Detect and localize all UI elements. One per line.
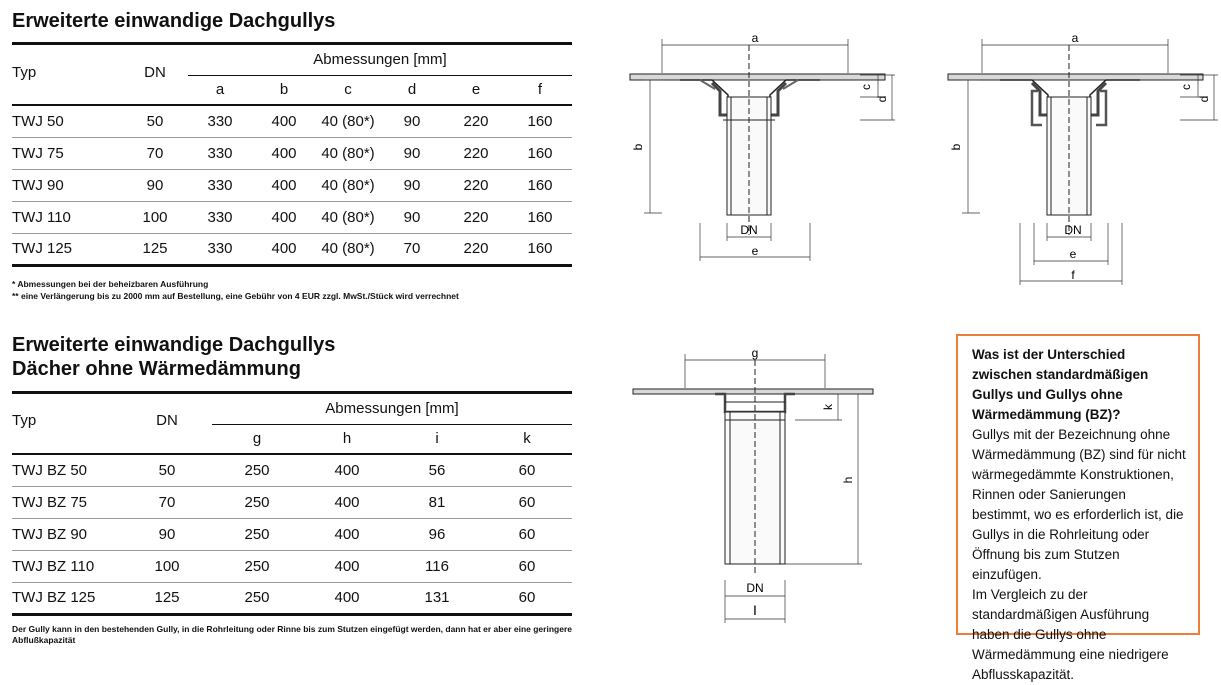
cell-e: 220 bbox=[463, 240, 489, 257]
cell-typ: TWJ BZ 125 bbox=[12, 589, 96, 606]
header-col-g: g bbox=[252, 430, 262, 448]
cell-dn: 90 bbox=[146, 176, 164, 194]
cell-h: 400 bbox=[334, 493, 360, 511]
gully-diagram-2 bbox=[940, 25, 1221, 290]
cell-typ: TWJ 50 bbox=[12, 112, 64, 130]
cell-a: 330 bbox=[207, 144, 233, 162]
cell-c: 40 (80*) bbox=[321, 240, 375, 257]
cell-d: 90 bbox=[403, 176, 421, 194]
cell-typ: TWJ BZ 50 bbox=[12, 461, 88, 479]
dim-label-e: e bbox=[751, 244, 759, 258]
table-row bbox=[12, 137, 572, 169]
cell-g: 250 bbox=[244, 525, 270, 543]
gully-diagram-1 bbox=[620, 25, 900, 270]
dim-label-dn: DN bbox=[740, 223, 758, 237]
dim-label-g: g bbox=[751, 346, 759, 360]
cell-typ: TWJ 125 bbox=[12, 240, 73, 257]
cell-dn: 50 bbox=[146, 112, 164, 130]
dim-label-d: d bbox=[1197, 95, 1211, 103]
header-col-e: e bbox=[471, 81, 481, 99]
cell-h: 400 bbox=[334, 589, 360, 606]
cell-typ: TWJ 110 bbox=[12, 208, 71, 226]
cell-i: 96 bbox=[428, 525, 446, 543]
section1-title: Erweiterte einwandige Dachgullys bbox=[12, 10, 336, 32]
dim-label-dn: DN bbox=[746, 581, 764, 595]
cell-i: 56 bbox=[428, 461, 446, 479]
cell-h: 400 bbox=[334, 525, 360, 543]
header-typ: Typ bbox=[12, 412, 37, 429]
table-row bbox=[12, 550, 572, 582]
section2-table bbox=[12, 394, 572, 616]
section2-footnote: Der Gully kann in den bestehenden Gully, in die Rohrleitung oder Rinne bis zum Stutzen eingefügt werden, dann hat er aber eine geringere Abflußkapazität bbox=[12, 624, 572, 645]
cell-g: 250 bbox=[244, 461, 270, 479]
cell-k: 60 bbox=[518, 461, 536, 479]
footnote-2: ** eine Verlängerung bis zu 2000 mm auf Bestellung, eine Gebühr von 4 EUR zzgl. MwSt./Stück wird verrechnet bbox=[12, 291, 459, 301]
table-row bbox=[12, 486, 572, 518]
dim-label-c: c bbox=[859, 84, 873, 90]
cell-b: 400 bbox=[271, 176, 297, 194]
cell-b: 400 bbox=[271, 240, 297, 257]
dim-label-b: b bbox=[949, 143, 963, 151]
cell-i: 81 bbox=[428, 493, 446, 511]
cell-e: 220 bbox=[463, 176, 489, 194]
cell-dn: 125 bbox=[142, 240, 168, 257]
header-abmessungen: Abmessungen [mm] bbox=[212, 394, 572, 424]
table-row bbox=[12, 169, 572, 201]
cell-h: 400 bbox=[334, 461, 360, 479]
table-row bbox=[12, 233, 572, 265]
cell-k: 60 bbox=[518, 493, 536, 511]
cell-k: 60 bbox=[518, 525, 536, 543]
cell-a: 330 bbox=[207, 112, 233, 130]
dim-label-a: a bbox=[1071, 31, 1079, 45]
header-dn: DN bbox=[144, 64, 166, 81]
cell-k: 60 bbox=[518, 557, 536, 575]
cell-f: 160 bbox=[527, 112, 553, 130]
cell-b: 400 bbox=[271, 112, 297, 130]
cell-dn: 125 bbox=[154, 589, 180, 606]
section2-title-line2: Dächer ohne Wärmedämmung bbox=[12, 358, 301, 380]
dim-label-b: b bbox=[631, 143, 645, 151]
header-col-f: f bbox=[537, 81, 543, 99]
table-row bbox=[12, 201, 572, 233]
section1-table bbox=[12, 45, 572, 267]
cell-typ: TWJ 90 bbox=[12, 176, 64, 194]
cell-d: 90 bbox=[403, 208, 421, 226]
cell-g: 250 bbox=[244, 557, 270, 575]
dim-label-h: h bbox=[841, 476, 855, 484]
table-row bbox=[12, 105, 572, 137]
cell-typ: TWJ BZ 110 bbox=[12, 557, 95, 575]
section2-title-line1: Erweiterte einwandige Dachgullys bbox=[12, 334, 336, 356]
cell-dn: 100 bbox=[154, 557, 180, 575]
cell-a: 330 bbox=[207, 176, 233, 194]
cell-b: 400 bbox=[271, 208, 297, 226]
dim-label-e: e bbox=[1069, 247, 1077, 261]
table-row bbox=[12, 518, 572, 550]
cell-e: 220 bbox=[463, 112, 489, 130]
cell-typ: TWJ 75 bbox=[12, 144, 64, 162]
cell-dn: 70 bbox=[146, 144, 164, 162]
dim-label-c: c bbox=[1179, 84, 1193, 90]
dim-label-dn: DN bbox=[1064, 223, 1082, 237]
cell-dn: 50 bbox=[158, 461, 176, 479]
info-body-2: Im Vergleich zu der standardmäßigen Ausführung haben die Gullys ohne Wärmedämmung eine niedrigere Abflusskapazität. bbox=[972, 587, 1169, 682]
header-col-d: d bbox=[407, 81, 417, 99]
header-col-b: b bbox=[279, 81, 289, 99]
cell-c: 40 (80*) bbox=[321, 176, 375, 194]
cell-h: 400 bbox=[334, 557, 360, 575]
dim-label-a: a bbox=[751, 31, 759, 45]
header-abmessungen: Abmessungen [mm] bbox=[188, 45, 572, 75]
cell-c: 40 (80*) bbox=[321, 144, 375, 162]
header-col-h: h bbox=[342, 430, 352, 448]
cell-e: 220 bbox=[463, 144, 489, 162]
cell-f: 160 bbox=[527, 176, 553, 194]
info-box bbox=[956, 334, 1200, 682]
header-col-i: i bbox=[435, 430, 439, 448]
cell-d: 70 bbox=[403, 240, 421, 257]
table-row bbox=[12, 582, 572, 614]
cell-a: 330 bbox=[207, 240, 233, 257]
cell-b: 400 bbox=[271, 144, 297, 162]
cell-d: 90 bbox=[403, 112, 421, 130]
cell-c: 40 (80*) bbox=[321, 208, 375, 226]
header-col-k: k bbox=[523, 430, 531, 448]
cell-i: 131 bbox=[424, 589, 450, 606]
dim-label-k: k bbox=[821, 404, 835, 410]
cell-i: 116 bbox=[425, 557, 449, 575]
cell-g: 250 bbox=[244, 589, 270, 606]
dim-label-i: I bbox=[753, 602, 757, 618]
cell-f: 160 bbox=[527, 240, 553, 257]
header-col-c: c bbox=[344, 81, 352, 99]
cell-typ: TWJ BZ 75 bbox=[12, 493, 88, 511]
cell-k: 60 bbox=[518, 589, 536, 606]
cell-g: 250 bbox=[244, 493, 270, 511]
cell-f: 160 bbox=[527, 144, 553, 162]
cell-dn: 70 bbox=[158, 493, 176, 511]
cell-c: 40 (80*) bbox=[321, 112, 375, 130]
cell-f: 160 bbox=[527, 208, 553, 226]
table-row bbox=[12, 454, 572, 486]
cell-e: 220 bbox=[463, 208, 489, 226]
dim-label-d: d bbox=[875, 95, 889, 103]
header-typ: Typ bbox=[12, 64, 37, 81]
cell-dn: 100 bbox=[142, 208, 168, 226]
cell-dn: 90 bbox=[158, 525, 176, 543]
footnote-1: * Abmessungen bei der beheizbaren Ausführung bbox=[12, 279, 209, 289]
header-col-a: a bbox=[215, 81, 225, 99]
info-question: Was ist der Unterschied zwischen standardmäßigen Gullys und Gullys ohne Wärmedämmung (BZ)? bbox=[972, 347, 1149, 422]
gully-diagram-3 bbox=[630, 340, 880, 625]
cell-a: 330 bbox=[207, 208, 233, 226]
header-dn: DN bbox=[156, 412, 178, 429]
cell-d: 90 bbox=[403, 144, 421, 162]
dim-label-f: f bbox=[1071, 268, 1075, 282]
cell-typ: TWJ BZ 90 bbox=[12, 525, 88, 543]
info-body-1: Gullys mit der Bezeichnung ohne Wärmedämmung (BZ) sind für nicht wärmegedämmte Konstruktionen, Rinnen oder Sanierungen bestimmt, wo es erforderlich ist, die Gullys in die Rohrleitung oder Öffnung bis zum Stutzen einzufügen. bbox=[972, 427, 1186, 582]
